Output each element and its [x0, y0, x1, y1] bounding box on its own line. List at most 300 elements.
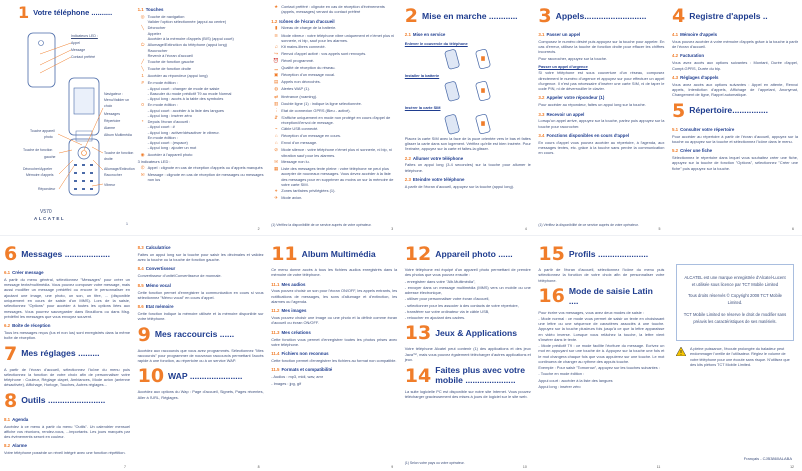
chapter-number: 4 — [672, 5, 686, 27]
key-icon: ▁ — [274, 65, 278, 71]
label-voicemail: Répondeur — [38, 187, 56, 191]
paragraph: Accédez aux options du Wap : Page d'accueil, Signets, Pages récentes, Aller à l'URL, Réglages. — [137, 389, 264, 400]
key-row — [271, 166, 397, 187]
section-heading — [271, 19, 397, 25]
paragraph: Accédez à ce menu à partir du menu "Outils". Un calendrier mensuel affiche vos réunions, rendez-vous, ...importants. Les jours marqués par des événements seront en couleur. — [4, 423, 130, 440]
page-number: 10 — [522, 465, 527, 470]
section-number: 2.3 — [404, 177, 411, 182]
phone-illustration-icon — [472, 113, 494, 135]
key-icon: ✆ — [140, 165, 145, 171]
chapter-heading — [138, 367, 264, 386]
key-icon: ⌁ — [274, 126, 278, 132]
chapter-title: Appels.......................... — [555, 10, 647, 21]
key-icon: 1 — [141, 73, 144, 79]
section-title: Etat mémoire — [145, 304, 174, 310]
key-icon: ✉ — [140, 172, 145, 178]
label-album: Album Multimédia — [104, 133, 132, 137]
key-row — [271, 72, 397, 78]
key-description: Mode silence : votre téléphone n'émet plus ni sonnerie, ni bip, ni vibration sauf pour les alarmes. — [281, 147, 392, 158]
chapter-title: Album Multimédia — [301, 248, 376, 259]
key-description: Message : clignote en cas de réception de messages ou messages non lus — [147, 172, 264, 183]
section-title: Mémo vocal — [145, 282, 171, 288]
section-heading — [271, 367, 397, 373]
key-icon: ╲ — [141, 66, 144, 72]
section-heading — [538, 32, 664, 38]
paragraph: Si votre téléphone est sous couverture d'un réseau, composez directement le numéro d'urgence et appuyez sur pour effectuer un appel d'urgence. Il n'est pas nécessaire d'insérer une carte SIM, ni de taper le code PIN, ni de déverrouiller le clavier. — [538, 70, 665, 92]
key-row — [138, 80, 264, 101]
chapter-heading — [538, 7, 664, 26]
section-heading — [538, 95, 664, 101]
section-title: Icônes de l'écran d'accueil — [279, 18, 335, 24]
key-row — [271, 108, 397, 114]
key-row — [138, 42, 264, 58]
paragraph: Exemple : Pour saisir "Tomorrow", appuyez sur les touches suivantes : — [538, 365, 660, 371]
paragraph: Composez le numéro désiré puis appuyez sur la touche pour appeler. En cas d'erreur, utilisez la touche de fonction droite pour effacer les chiffres incorrects. — [538, 38, 665, 55]
key-description: Accéder au répondeur (appui long) — [147, 73, 208, 79]
key-row — [138, 119, 264, 151]
key-description: En mode édition : - Appui court : accéder à la liste des langues - Appui long : insérer zéro — [147, 102, 224, 118]
chapter-number: 7 — [4, 342, 18, 365]
led-label-favorite: Contact préféré — [71, 55, 96, 59]
chapter-heading — [405, 366, 531, 386]
illustration — [405, 80, 531, 102]
key-description: Alertes WAP (1). — [281, 86, 310, 92]
chapter-title: Mise en marche ............ — [422, 10, 518, 21]
manual-page — [536, 242, 666, 470]
section-title: Touches — [145, 7, 164, 12]
manual-page — [136, 242, 266, 470]
section-heading — [271, 351, 397, 357]
subheading: Enlever le couvercle du téléphone — [404, 40, 468, 46]
label-vibrate: Vibreur — [104, 183, 116, 187]
section-heading — [405, 177, 531, 183]
led-label-message: Message — [71, 48, 86, 52]
key-row — [271, 147, 397, 158]
paragraph: - utiliser pour personnaliser votre écran d'accueil, — [404, 296, 490, 302]
key-icon: ╲ — [141, 25, 144, 31]
phone-illustration-icon — [442, 80, 464, 102]
paragraph: - Mode prédictif T9 : ce mode facilite l'écriture du message. Ecrivez un mot en appuyant sur une touche de à. Appuyez sur la touche une fois et le mot changera chaque fois que vous appuierez sur une touche. Le mot continuera de changer au rythme des appuis touche. — [538, 343, 665, 364]
section-number: 5.2 — [672, 148, 679, 154]
section-number: 4.2 — [672, 53, 679, 59]
key-icon: ⌂ — [274, 140, 278, 146]
brand-logo: ALCATEL — [34, 216, 66, 221]
label-hangup: Raccrocher — [104, 173, 122, 177]
key-row — [138, 152, 264, 158]
manual-page — [269, 242, 399, 470]
key-description: Contact préféré : clignote en cas de réception d'événements (appels, messages) venant du contact préféré — [281, 4, 385, 15]
key-row — [271, 4, 397, 15]
label-call-key: Décrocher/Appeler — [23, 167, 53, 171]
label-camera-key: Touche appareil — [30, 129, 55, 133]
label-navigator: Navigateur : — [104, 92, 123, 96]
paragraph: Vous avez accès aux options suivantes : Montant, Durée d'appel, Compt.GPRS, Durée du bip. — [672, 60, 798, 71]
label-right-softkey: Touche de fonction — [104, 151, 134, 155]
key-description: Accéder à l'appareil photo — [147, 151, 193, 157]
section-number: 11.2 — [271, 308, 280, 314]
key-row — [271, 159, 397, 165]
section-heading — [672, 53, 798, 59]
paragraph: - sélectionner pour les associer à des contacts de votre répertoire, — [404, 302, 519, 308]
key-description: Mode avion. — [281, 195, 303, 201]
paragraph: Cette fonction vous permet d'enregistrer toutes les photos prises avec votre téléphone. — [271, 336, 398, 347]
paragraph: Pour écrire vos messages, vous avez deux modes de saisie : — [538, 309, 644, 315]
key-description: Kit mains-libres connecté. — [281, 44, 326, 50]
key-row — [271, 188, 397, 194]
manual-page — [670, 4, 800, 232]
chapter-title: Faites plus avec votre mobile ..................... — [435, 365, 526, 386]
key-description: Message non lu. — [281, 158, 310, 164]
page-number: 2 — [257, 227, 260, 232]
manual-page — [403, 4, 533, 232]
label-power: Allumage/Extinction — [104, 167, 135, 171]
section-title: Recevoir un appel — [546, 111, 585, 117]
paragraph: Pour raccrocher, appuyez sur la touche. — [538, 55, 608, 61]
section-heading — [4, 417, 130, 423]
led-label-call: Appel — [71, 41, 80, 45]
page-number: 9 — [391, 465, 394, 470]
section-number: 8.5 — [137, 282, 144, 288]
section-heading — [4, 270, 130, 276]
paragraph: 3 indicateurs LED : — [137, 158, 171, 164]
key-row — [271, 44, 397, 50]
chapter-title: Registre d'appels .. — [689, 10, 768, 21]
chapter-heading — [4, 342, 130, 365]
key-icon: ⇄ — [274, 93, 279, 99]
section-heading — [672, 32, 798, 38]
key-icon: ✉ — [274, 158, 279, 164]
section-number: 3.4 — [538, 133, 545, 138]
paragraph: Accédez aux raccourcis que vous avez programmés. Sélectionnez "Mes raccourcis" pour programmer de nouveaux raccourcis permettant l'accès rapide à une fonction, au répertoire ou à un service WAP. — [137, 347, 264, 364]
key-icon: ◎ — [140, 13, 145, 19]
section-title: Créer une fiche — [680, 148, 713, 154]
key-description: Câble USB connecté. — [281, 126, 319, 132]
key-description: Itinérance (roaming). — [281, 93, 318, 99]
page-number: 11 — [656, 465, 661, 470]
label-right-softkey-2: droite — [104, 157, 113, 161]
page-number: 12 — [790, 465, 794, 470]
paragraph: Votre téléphone Alcatel peut contenir (1) des applications et des jeux Java™, mais vous pouvez également télécharger d'autres applications et jeux. — [404, 346, 531, 362]
key-description: Allumage/Extinction du téléphone (appui long) Raccrocher Revenir à l'écran d'accueil — [147, 42, 227, 58]
paragraph: Ce menu donne accès à tous les fichiers audios enregistrés dans la mémoire de votre téléphone. — [271, 267, 398, 278]
paragraph: Cette fonction indique la mémoire utilisée et la mémoire disponible sur votre téléphone. — [137, 311, 264, 322]
chapter-title: Appareil photo ...... — [435, 248, 513, 259]
subheading: Insérer la carte SIM — [404, 105, 441, 111]
paragraph: A partir du menu général, sélectionnez "Messages" pour créer un message texte/multimédia. Vous pouvez composer votre message, mais aussi modifier un message prédéfini ou encore le personnaliser en ajoutant une image, une photo, un son, un titre, ... (disponible uniquement en cours de saisie d'un MMS). Lors de la saisie, sélectionnez "Options" pour accéder à toutes les options liées aux messages. Vous pourrez sauvegarder dans Brouillons ou dans Msg. prédéfini les messages que vous envoyez souvent. — [4, 276, 130, 319]
section-heading — [672, 148, 798, 154]
chapter-number: 9 — [137, 323, 151, 346]
key-description: Qualité de réception du réseau. — [281, 65, 336, 71]
key-icon: 0 — [141, 102, 144, 108]
section-title: Mise en service — [412, 32, 446, 37]
chapter-number: 12 — [404, 243, 432, 265]
key-description: Double ligne (1) : indique la ligne sélectionnée. — [281, 100, 362, 106]
section-number: 4.3 — [672, 74, 679, 80]
paragraph: Vous pouvez choisir un son pour l'écran ON/OFF, les appels entrants, les notifications de messages, les sons d'allumage et d'extinction, les alarmes ou l'agenda. — [271, 288, 398, 304]
chapter-title: Votre téléphone .......... — [33, 7, 113, 17]
section-title: Calculatrice — [145, 245, 171, 250]
section-title: Passer un appel — [546, 32, 581, 37]
key-description: Réception d'un message vocal. — [281, 72, 336, 78]
manual-page — [136, 4, 266, 232]
paragraph: A partir de l'écran d'accueil, sélectionnez l'icône du menu puis sélectionnez la fonction de votre choix afin de personnaliser votre téléphone. — [538, 267, 665, 283]
key-description: Réveil programmé. — [281, 58, 315, 64]
section-number: 8.4 — [137, 266, 144, 272]
chapter-title: Messages ................... — [21, 248, 111, 259]
key-description: En mode édition : - Appui court : changer de mode de saisie - Basculer du mode prédictif T9 au mode Normal - Appui long : accès à la table des symboles — [147, 80, 232, 102]
key-icon: ⇵ — [274, 114, 279, 120]
paragraph: - transférer sur votre ordinateur via le câble USB, — [404, 308, 490, 314]
key-icon: ▥ — [274, 100, 279, 106]
section-heading — [138, 7, 264, 13]
paragraph: A partir de l'écran d'accueil, appuyez sur la touche (appui long). — [404, 183, 514, 189]
section-title: Fichiers non reconnus — [281, 351, 329, 357]
paragraph: Cette fonction permet d'enregistrer la communication en cours si vous sélectionnez "Mémo vocal" en cours d'appel. — [137, 289, 264, 300]
key-description: Depuis l'écran d'accueil : - Appui court : # - Appui long : activer/désactiver le vibreur. En mode édition : - Appui court : (espace) - Appui long : ajouter un mot — [147, 119, 220, 151]
section-title: Agenda — [12, 416, 29, 422]
chapter-number: 11 — [271, 243, 298, 265]
key-icon: ★ — [274, 4, 279, 9]
key-row — [271, 25, 397, 31]
key-icon: ╱ — [141, 59, 144, 65]
key-row — [138, 66, 264, 72]
section-heading — [138, 245, 264, 251]
key-description: S'affiche uniquement en mode non protégé en cours d'appel de réception/d'envoi de message. — [281, 114, 391, 125]
warning-text: A pleine puissance, l'écoute prolongée du baladeur peut endommager l'oreille de l'utilisateur. Réglez le volume de votre téléphone pour une écoute sans risque. N'utilisez que des kits piétons TCT Mobile Limited. — [690, 347, 790, 367]
paragraph: Pour accéder au répertoire à partir de l'écran d'accueil, appuyez sur la touche ou appuyez sur la touche et sélectionnez l'icône dans le menu. — [672, 133, 798, 144]
paragraph: - Audios : mp3, midi, wav, amr — [271, 374, 324, 380]
chapter-number: 1 — [18, 3, 30, 22]
label-menu-validate: Menu/Valider un — [104, 98, 130, 102]
chapter-number: 3 — [538, 5, 552, 27]
section-heading — [405, 32, 531, 38]
key-description: Mode vibreur : votre téléphone vibre uniquement et n'émet plus ni sonnerie, ni bip, sauf pour les alarmes. — [281, 32, 395, 43]
paragraph: Placez la carte SIM avec la face de la puce orientée vers le bas et faites glisser la carte dans son logement. Vérifiez qu'elle est bien insérée. Pour l'extraire, appuyez sur la carte et faites-la glisser. — [404, 135, 531, 152]
label-call-memory: Mémoire d'appels — [26, 173, 54, 177]
section-heading — [672, 75, 798, 81]
label-choice: choix — [104, 104, 113, 108]
page-number: 8 — [257, 465, 260, 470]
paragraph: Tous les messages reçus (lus et non lus) sont enregistrés dans la même boîte de réception. — [4, 330, 130, 341]
key-icon: ▦ — [274, 166, 279, 171]
copyright-line: TCT Mobile Limited se réserve le droit de modifier sans préavis les caractéristiques de ses matériels. — [683, 311, 787, 324]
key-icon: ↪ — [274, 51, 279, 57]
chapter-title: Mes raccourcis ...... — [154, 329, 235, 340]
chapter-title: Jeux & Applications — [435, 327, 518, 338]
section-heading — [271, 330, 397, 336]
chapter-number: 8 — [4, 389, 18, 412]
manual-page — [269, 4, 399, 232]
key-icon: ⏰ — [273, 58, 279, 64]
key-row — [271, 65, 397, 71]
page-number: 7 — [124, 465, 126, 470]
section-title: Formats et compatibilité — [281, 367, 333, 373]
section-number: 5.1 — [672, 126, 679, 132]
section-title: Réglages d'appels — [680, 74, 719, 80]
key-icon: ▣ — [274, 72, 279, 78]
key-icon: ⋮ — [273, 107, 279, 113]
key-icon: ⊘ — [274, 147, 279, 153]
key-description: Décrocher Appeler Accéder à la mémoire d'appels (BIS) (appui court) — [147, 25, 234, 41]
chapter-number: 13 — [404, 322, 432, 345]
paragraph: Cette fonction permet d'enregistrer les fichiers au format non compatible. — [271, 358, 397, 364]
copyright-line: ALCATEL est une marque enregistrée d'Alcatel-Lucent et utilisée sous licence par TCT Mobile Limited — [684, 275, 786, 287]
key-description: Envoi d'un message. — [281, 140, 318, 146]
phone-illustration-icon — [472, 80, 494, 102]
key-description: Etat de connexion GPRS (Bleu - activé). — [281, 107, 351, 113]
paragraph: - retoucher en ajoutant des cadres. — [404, 315, 466, 321]
section-number: 8.3 — [137, 245, 144, 250]
key-icon: ✈ — [274, 195, 279, 201]
section-number: 3.2 — [538, 95, 545, 101]
section-heading — [672, 127, 798, 133]
chapter-number: 6 — [4, 243, 18, 265]
paragraph: Pour accéder au répondeur, faites un appui long sur la touche. — [538, 102, 646, 108]
document-reference: Français - CJB3860ALABA — [743, 455, 792, 461]
section-heading — [138, 283, 264, 289]
chapter-number: 2 — [404, 5, 419, 27]
key-description: Touche de navigation Valider l'option sélectionnée (appui au centre) — [147, 13, 227, 25]
page-1-phone-overview — [0, 0, 134, 235]
section-title: Fonctions disponibles en cours d'appel — [546, 133, 630, 138]
key-description: Liste des messages texte pleine : votre téléphone ne peut plus accepter de nouveaux messages. Vous devez accéder à la liste des messages pour en supprimer au moins un sur la mémoire de votre carte SIM. — [281, 166, 394, 187]
section-number: 6.1 — [4, 270, 11, 275]
section-title: Facturation — [680, 53, 705, 59]
key-icon: ⌂ — [274, 133, 278, 139]
section-heading — [138, 266, 264, 272]
model-logo: V570 — [40, 209, 52, 215]
chapter-number: 5 — [672, 99, 686, 122]
page-number: 6 — [792, 227, 794, 232]
section-title: Mes créations — [281, 329, 311, 335]
section-heading — [138, 304, 264, 310]
phone-illustration-icon — [442, 48, 464, 70]
chapter-number: 15 — [538, 243, 565, 265]
section-title: Créer message — [12, 270, 44, 275]
key-row — [138, 165, 264, 171]
section-heading — [538, 133, 664, 139]
paragraph: Vous pouvez accéder à votre mémoire d'appels grâce à la touche à partir de l'écran d'accueil. — [672, 38, 798, 50]
key-row — [271, 86, 397, 92]
chapter-heading — [405, 245, 531, 264]
section-title: Boîte de réception — [12, 323, 51, 329]
paragraph: Appui court : accéder à la liste des langues — [538, 377, 613, 383]
chapter-number: 14 — [404, 364, 432, 387]
section-heading — [538, 112, 664, 118]
chapter-heading — [271, 245, 397, 264]
section-number: 8.6 — [137, 304, 144, 310]
footnote: (1) Selon votre pays ou votre opérateur. — [404, 460, 465, 465]
section-number: 2.2 — [404, 155, 411, 161]
section-title: Convertisseur — [145, 266, 176, 272]
section-number: 11.1 — [271, 281, 280, 287]
section-number: 3.3 — [538, 111, 545, 117]
section-title: Appeler votre répondeur (1) — [546, 95, 605, 101]
section-title: Mémoire d'appels — [680, 32, 718, 37]
label-left-softkey: Touche de fonction — [23, 148, 53, 152]
warning-icon — [676, 347, 686, 368]
key-row — [138, 14, 264, 25]
chapter-number: 16 — [538, 285, 565, 308]
illustration — [405, 48, 531, 70]
key-description: Touche de fonction droite — [147, 66, 192, 72]
phone-illustration-icon — [442, 113, 464, 135]
phone-illustration-icon — [472, 48, 494, 70]
manual-page — [536, 4, 666, 232]
key-row — [138, 25, 264, 41]
chapter-title: Outils ........................ — [21, 395, 106, 406]
chapter-heading — [538, 287, 664, 307]
key-icon: ▮ — [274, 25, 278, 31]
chapter-title: WAP ...................... — [168, 370, 243, 381]
key-row — [271, 51, 397, 57]
section-number: 4.1 — [672, 32, 679, 37]
key-icon: * — [141, 119, 144, 125]
key-icon: ⌖ — [274, 188, 278, 194]
chapter-heading — [4, 245, 130, 264]
manual-page — [2, 242, 132, 470]
key-row — [271, 101, 397, 107]
label-contacts: Répertoire — [104, 119, 121, 123]
key-description: Touche de fonction gauche — [147, 59, 195, 65]
section-number: 11.5 — [271, 367, 280, 373]
section-heading — [4, 443, 130, 449]
section-title: Alarme — [12, 443, 27, 449]
key-row — [138, 59, 264, 65]
paragraph: Appui long : insérer zéro — [538, 384, 581, 389]
key-row — [271, 126, 397, 132]
key-row — [271, 195, 397, 201]
paragraph: - envoyer dans un message multimédia (MMS) vers un mobile ou une adresse électronique, — [404, 284, 531, 296]
manual-page — [403, 242, 533, 470]
key-row — [271, 133, 397, 139]
section-title: Eteindre votre téléphone — [412, 177, 465, 182]
key-row — [138, 73, 264, 79]
phone-diagram — [0, 0, 126, 235]
key-icon: ◍ — [274, 86, 279, 92]
paragraph: - Images : jpg, gif — [271, 380, 302, 386]
section-title: Consulter votre répertoire — [680, 126, 735, 132]
key-description: Zones tarifaires privilégiées (1). — [281, 188, 336, 194]
section-number: 2.1 — [404, 32, 411, 37]
key-row — [271, 140, 397, 146]
paragraph: Lorsqu'un appel arrive, appuyez sur la touche, parlez puis appuyez sur la touche pour raccrocher. — [538, 118, 665, 129]
paragraph: A partir de l'écran d'accueil, sélectionnez l'icône du menu puis sélectionnez la fonction de votre choix afin de personnaliser votre téléphone : Couleur, Réglage clapet, Ambiances, Mode avion (antenne désactivée), Affichage, Horloge, Touches, Autres réglages... — [4, 366, 130, 388]
key-row — [271, 33, 397, 44]
paragraph: - enregistrer dans votre "Alb.Multimédia", — [404, 278, 476, 284]
paragraph: Votre téléphone possède un réveil intégré avec une fonction répétition. — [4, 450, 126, 456]
manual-page — [670, 242, 800, 470]
page-number: 4 — [524, 227, 527, 232]
page-number: 5 — [658, 227, 661, 232]
paragraph: Sélectionnez le répertoire dans lequel vous souhaitez créer une fiche, appuyez sur la touche de fonction "Options", sélectionnez "Créer une fiche" puis appuyez sur la touche. — [672, 155, 798, 171]
paragraph: - Mode normal : ce mode vous permet de saisir un texte en choisissant une lettre ou une séquence de caractères associés à une touche. Appuyez sur la touche plusieurs fois jusqu'à ce que la lettre apparaisse en vidéo inverse. Lorsque vous relâchez la touche, la lettre vient s'insérer dans le texte. — [538, 315, 665, 342]
section-title: Allumer votre téléphone — [412, 155, 464, 161]
section-number: 1.2 — [271, 18, 278, 24]
section-title: Mes audios — [281, 281, 306, 287]
key-icon: ▤ — [274, 79, 279, 85]
section-number: 11.3 — [271, 329, 280, 335]
led-indicators-title: Indicateurs LED : — [71, 34, 98, 38]
label-camera-key-2: photo — [44, 135, 53, 139]
paragraph: Vous pouvez choisir une image ou une photo et la définir comme écran d'accueil ou écran ON/OFF. — [271, 315, 398, 326]
key-icon: ♫ — [274, 44, 278, 50]
chapter-title: Profils ..................... — [568, 248, 649, 259]
paragraph: Faites un appui long sur la touche pour saisir les décimales et validez avec la touche ou la touche de fonction gauche. — [137, 251, 264, 263]
key-row — [138, 102, 264, 118]
chapter-title: Mode de saisie Latin .... — [568, 285, 653, 306]
row-divider — [0, 235, 802, 236]
